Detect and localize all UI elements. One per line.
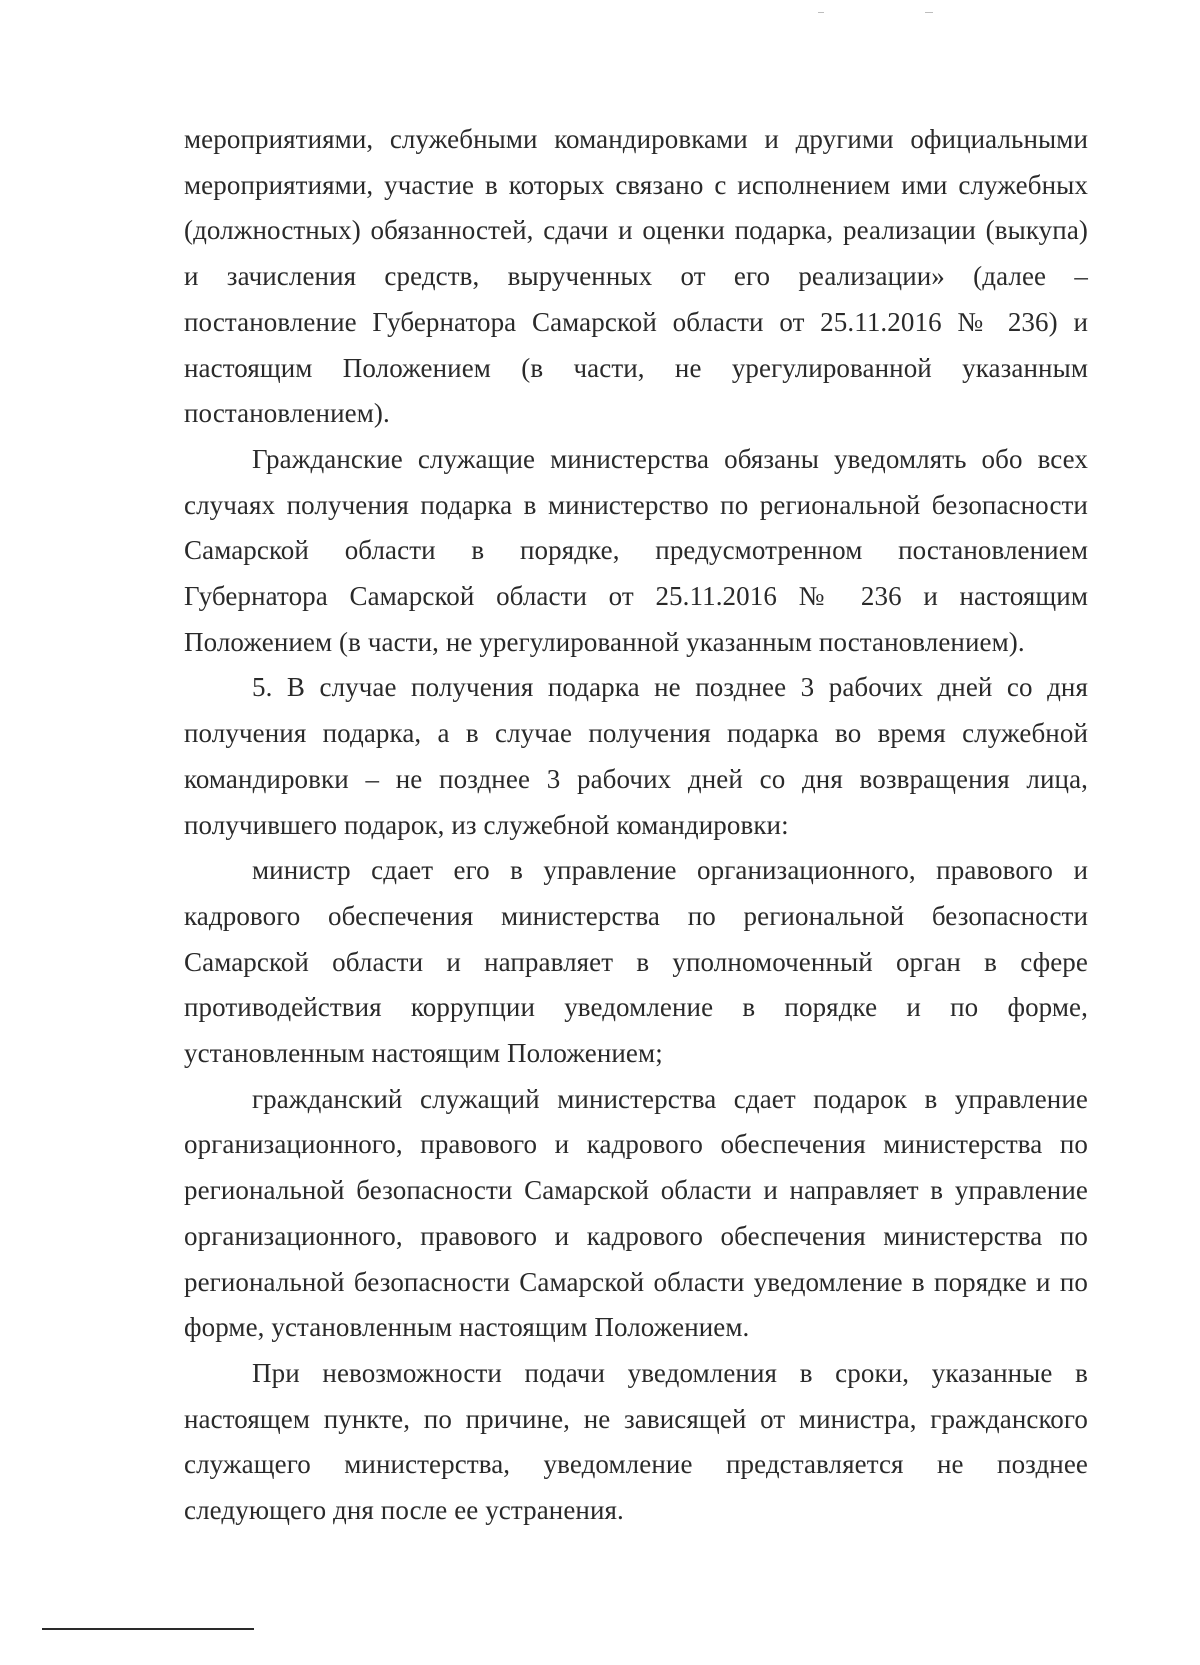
footnote-separator-line	[42, 1628, 254, 1630]
paragraph-servant-duty: гражданский служащий министерства сдает подарок в управление организационного, правового и кадрового обеспечения министерства по региональной безопасности Самарской области и направляет в управление организационного, правового и кадрового обеспечения министерства по региональной безопасности Самарской области уведомление в порядке и по форме, установленным настоящим Положением.	[184, 1083, 1088, 1343]
scan-artifact-mark	[925, 12, 933, 13]
paragraph-continuation: мероприятиями, служебными командировками и другими официальными мероприятиями, участие в которых связано с исполнением ими служебных (должностных) обязанностей, сдачи и оценки подарка, реализации (выкупа) и зачисления средств, вырученных от его реализации» (далее – постановление Губернатора Самарской области от 25.11.2016 № 236) и настоящим Положением (в части, не урегулированной указанным постановлением).	[184, 124, 1088, 429]
paragraph-minister-duty: министр сдает его в управление организационного, правового и кадрового обеспечения министерства по региональной безопасности Самарской области и направляет в уполномоченный орган в сфере противодействия коррупции уведомление в порядке и по форме, установленным настоящим Положением;	[184, 855, 1088, 1069]
scan-artifact-mark	[818, 12, 824, 13]
paragraph-item-5: 5. В случае получения подарка не позднее 3 рабочих дней со дня получения подарка, а в случае получения подарка во время служебной командировки – не позднее 3 рабочих дней со дня возвращения лица, получившего подарок, из служебной командировки:	[184, 672, 1088, 840]
document-body	[184, 117, 1088, 1534]
paragraph-impossibility: При невозможности подачи уведомления в сроки, указанные в настоящем пункте, по причине, не зависящей от министра, гражданского служащего министерства, уведомление представляется не позднее следующего дня после ее устранения.	[184, 1357, 1088, 1526]
paragraph-notification-duty: Гражданские служащие министерства обязаны уведомлять обо всех случаях получения подарка в министерство по региональной безопасности Самарской области в порядке, предусмотренном постановлением Губернатора Самарской области от 25.11.2016 № 236 и настоящим Положением (в части, не урегулированной указанным постановлением).	[184, 443, 1088, 657]
